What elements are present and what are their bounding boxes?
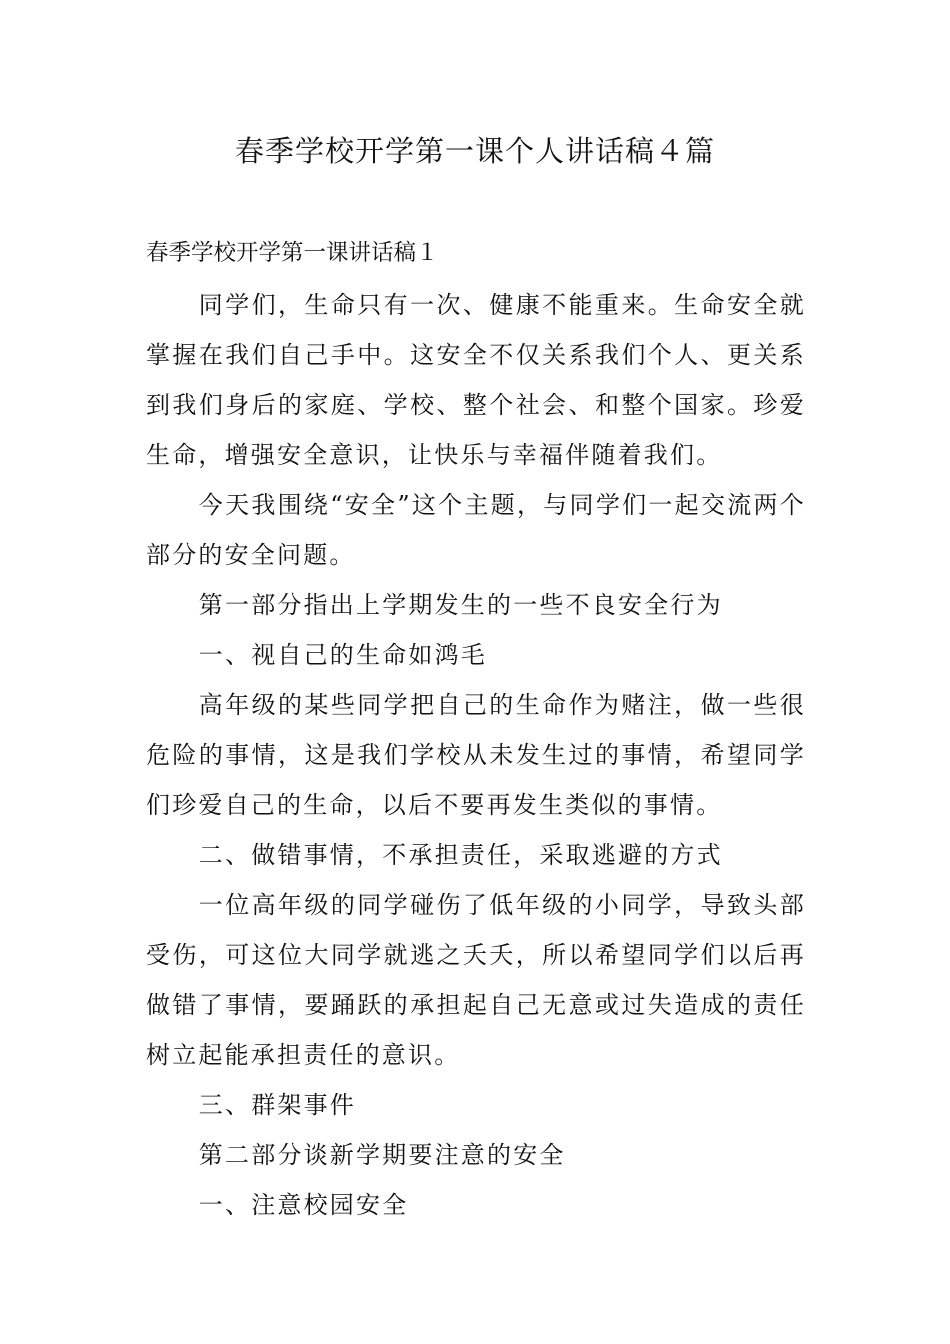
paragraph: 一位高年级的同学碰伤了低年级的小同学，导致头部受伤，可这位大同学就逃之夭夭，所以希望同学们以后再做错了事情，要踊跃的承担起自己无意或过失造成的责任树立起能承担责任的意识。 <box>146 891 806 1069</box>
paragraph: 同学们，生命只有一次、健康不能重来。生命安全就掌握在我们自己手中。这安全不仅关系我们个人、更关系到我们身后的家庭、学校、整个社会、和整个国家。珍爱生命，增强安全意识，让快乐与幸福伴随着我们。 <box>146 291 806 469</box>
paragraph: 高年级的某些同学把自己的生命作为赌注，做一些很危险的事情，这是我们学校从未发生过的事情，希望同学们珍爱自己的生命，以后不要再发生类似的事情。 <box>146 691 806 819</box>
document-title: 春季学校开学第一课个人讲话稿４篇 <box>234 134 715 168</box>
paragraph: 一、视自己的生命如鸿毛 <box>198 641 487 669</box>
paragraph: 二、做错事情，不承担责任，采取逃避的方式 <box>198 841 723 869</box>
paragraph: 第一部分指出上学期发生的一些不良安全行为 <box>198 591 723 619</box>
paragraph: 今天我围绕“安全”这个主题，与同学们一起交流两个部分的安全问题。 <box>146 491 806 569</box>
paragraph: 三、群架事件 <box>198 1091 356 1119</box>
document-body <box>146 280 806 1230</box>
paragraph: 第二部分谈新学期要注意的安全 <box>198 1141 566 1169</box>
section-heading: 春季学校开学第一课讲话稿１ <box>146 240 439 266</box>
paragraph: 一、注意校园安全 <box>198 1191 409 1219</box>
